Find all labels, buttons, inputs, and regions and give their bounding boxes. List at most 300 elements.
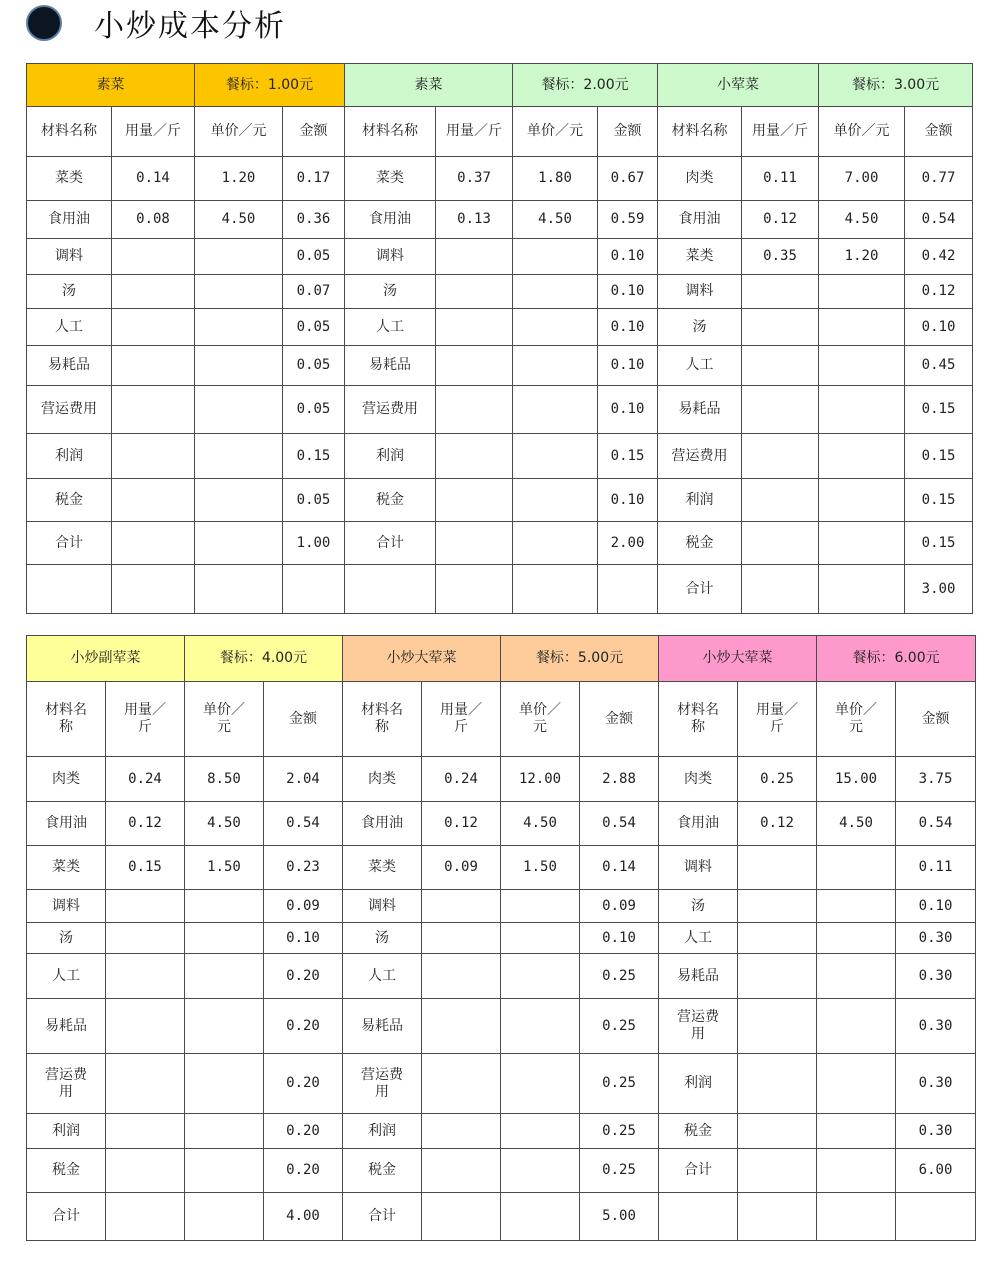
value-cell	[106, 1193, 185, 1241]
value-cell: 4.50	[817, 802, 896, 846]
value-cell	[738, 1114, 817, 1149]
column-header: 金额	[896, 682, 976, 757]
value-cell: 0.11	[896, 846, 976, 890]
item-name-cell: 人工	[658, 346, 742, 386]
item-name-cell: 菜类	[27, 846, 106, 890]
value-cell: 1.80	[513, 157, 598, 201]
value-cell	[112, 565, 195, 614]
item-name-cell: 调料	[343, 890, 422, 923]
value-cell	[436, 239, 513, 275]
value-cell: 0.10	[598, 386, 658, 434]
table-row	[27, 923, 976, 954]
value-cell	[742, 434, 819, 479]
value-cell	[195, 522, 283, 565]
cost-table-2	[26, 635, 976, 1241]
value-cell: 4.50	[501, 802, 580, 846]
item-name-cell: 利润	[343, 1114, 422, 1149]
item-name-cell: 合计	[345, 522, 436, 565]
column-header: 金额	[905, 107, 973, 157]
value-cell: 0.67	[598, 157, 658, 201]
column-header: 用量／斤	[738, 682, 817, 757]
item-name-cell	[27, 565, 112, 614]
value-cell	[112, 386, 195, 434]
value-cell	[742, 479, 819, 522]
value-cell: 0.10	[598, 275, 658, 309]
value-cell	[106, 923, 185, 954]
group-name: 小炒大荤菜	[659, 636, 817, 682]
value-cell	[738, 1149, 817, 1193]
value-cell	[436, 386, 513, 434]
bullet-icon	[26, 5, 62, 41]
value-cell: 0.20	[264, 954, 343, 999]
value-cell: 4.00	[264, 1193, 343, 1241]
value-cell	[112, 346, 195, 386]
value-cell	[738, 954, 817, 999]
value-cell: 0.09	[264, 890, 343, 923]
value-cell: 2.04	[264, 757, 343, 802]
value-cell: 12.00	[501, 757, 580, 802]
item-name-cell: 人工	[343, 954, 422, 999]
item-name-cell: 税金	[27, 1149, 106, 1193]
table-row	[27, 1149, 976, 1193]
value-cell: 0.05	[283, 346, 345, 386]
value-cell: 0.15	[905, 434, 973, 479]
value-cell	[185, 1114, 264, 1149]
item-name-cell: 营运费用	[27, 1054, 106, 1114]
value-cell	[501, 890, 580, 923]
table-row	[27, 522, 973, 565]
item-name-cell: 易耗品	[27, 346, 112, 386]
value-cell	[195, 275, 283, 309]
value-cell	[436, 434, 513, 479]
item-name-cell: 调料	[345, 239, 436, 275]
value-cell: 0.10	[896, 890, 976, 923]
value-cell	[742, 522, 819, 565]
value-cell	[817, 1054, 896, 1114]
value-cell	[513, 239, 598, 275]
column-header: 金额	[264, 682, 343, 757]
item-name-cell: 税金	[343, 1149, 422, 1193]
value-cell	[738, 890, 817, 923]
item-name-cell: 人工	[27, 954, 106, 999]
value-cell	[513, 275, 598, 309]
item-name-cell: 汤	[658, 309, 742, 346]
item-name-cell: 税金	[658, 522, 742, 565]
column-header: 单价／元	[185, 682, 264, 757]
value-cell: 0.14	[112, 157, 195, 201]
value-cell: 0.20	[264, 1114, 343, 1149]
table-row	[27, 479, 973, 522]
item-name-cell: 易耗品	[345, 346, 436, 386]
value-cell	[436, 346, 513, 386]
item-name-cell: 营运费用	[659, 999, 738, 1054]
table-row	[27, 386, 973, 434]
item-name-cell: 易耗品	[659, 954, 738, 999]
value-cell	[738, 1193, 817, 1241]
item-name-cell: 汤	[343, 923, 422, 954]
table-row	[27, 565, 973, 614]
value-cell: 0.09	[422, 846, 501, 890]
column-header: 金额	[580, 682, 659, 757]
value-cell: 0.35	[742, 239, 819, 275]
value-cell: 0.10	[598, 346, 658, 386]
value-cell: 0.59	[598, 201, 658, 239]
value-cell: 0.10	[580, 923, 659, 954]
item-name-cell: 合计	[659, 1149, 738, 1193]
value-cell	[112, 275, 195, 309]
value-cell: 3.00	[905, 565, 973, 614]
item-name-cell: 营运费用	[343, 1054, 422, 1114]
value-cell: 0.12	[738, 802, 817, 846]
value-cell	[195, 434, 283, 479]
page-title: 小炒成本分析	[94, 9, 286, 44]
column-header: 材料名称	[658, 107, 742, 157]
item-name-cell: 人工	[659, 923, 738, 954]
value-cell: 2.88	[580, 757, 659, 802]
value-cell	[185, 954, 264, 999]
table-row	[27, 999, 976, 1054]
value-cell	[185, 1149, 264, 1193]
value-cell: 0.24	[422, 757, 501, 802]
value-cell	[106, 890, 185, 923]
item-name-cell: 利润	[27, 1114, 106, 1149]
value-cell: 0.12	[106, 802, 185, 846]
value-cell: 1.50	[185, 846, 264, 890]
value-cell	[742, 309, 819, 346]
value-cell	[513, 386, 598, 434]
item-name-cell: 人工	[345, 309, 436, 346]
item-name-cell: 合计	[27, 1193, 106, 1241]
value-cell	[896, 1193, 976, 1241]
value-cell: 0.24	[106, 757, 185, 802]
value-cell	[106, 999, 185, 1054]
value-cell	[112, 522, 195, 565]
table-row	[27, 346, 973, 386]
item-name-cell: 利润	[345, 434, 436, 479]
value-cell: 0.14	[580, 846, 659, 890]
table-row	[27, 1193, 976, 1241]
table-row	[27, 434, 973, 479]
value-cell	[513, 309, 598, 346]
value-cell: 0.07	[283, 275, 345, 309]
table-row	[27, 846, 976, 890]
value-cell: 0.30	[896, 999, 976, 1054]
cost-table-1	[26, 63, 973, 614]
value-cell: 0.23	[264, 846, 343, 890]
item-name-cell: 易耗品	[343, 999, 422, 1054]
group-price: 餐标：6.00元	[817, 636, 976, 682]
value-cell	[195, 565, 283, 614]
value-cell	[422, 1114, 501, 1149]
item-name-cell: 汤	[659, 890, 738, 923]
value-cell	[436, 522, 513, 565]
value-cell: 0.25	[738, 757, 817, 802]
value-cell: 0.15	[905, 522, 973, 565]
value-cell	[501, 1054, 580, 1114]
table-row	[27, 1054, 976, 1114]
item-name-cell: 易耗品	[27, 999, 106, 1054]
value-cell: 0.15	[905, 386, 973, 434]
value-cell: 2.00	[598, 522, 658, 565]
table-row	[27, 757, 976, 802]
value-cell	[195, 386, 283, 434]
value-cell: 4.50	[819, 201, 905, 239]
item-name-cell: 食用油	[343, 802, 422, 846]
value-cell	[185, 999, 264, 1054]
item-name-cell: 菜类	[658, 239, 742, 275]
value-cell	[819, 479, 905, 522]
value-cell	[819, 346, 905, 386]
table-row	[27, 890, 976, 923]
value-cell: 0.10	[264, 923, 343, 954]
column-header: 材料名称	[343, 682, 422, 757]
value-cell: 0.12	[905, 275, 973, 309]
value-cell	[817, 923, 896, 954]
value-cell: 0.05	[283, 386, 345, 434]
value-cell: 0.11	[742, 157, 819, 201]
value-cell: 0.12	[742, 201, 819, 239]
value-cell	[195, 239, 283, 275]
item-name-cell: 菜类	[345, 157, 436, 201]
table-row	[27, 239, 973, 275]
item-name-cell: 肉类	[659, 757, 738, 802]
item-name-cell: 营运费用	[345, 386, 436, 434]
column-header: 单价／元	[513, 107, 598, 157]
group-name: 素菜	[345, 64, 513, 107]
value-cell: 3.75	[896, 757, 976, 802]
value-cell	[501, 1149, 580, 1193]
table-row	[27, 1114, 976, 1149]
value-cell	[106, 1114, 185, 1149]
value-cell	[195, 479, 283, 522]
column-header: 用量／斤	[436, 107, 513, 157]
value-cell: 0.15	[283, 434, 345, 479]
value-cell	[819, 522, 905, 565]
item-name-cell: 调料	[27, 890, 106, 923]
value-cell: 0.42	[905, 239, 973, 275]
value-cell: 0.20	[264, 999, 343, 1054]
value-cell	[422, 954, 501, 999]
column-header: 金额	[598, 107, 658, 157]
item-name-cell: 汤	[345, 275, 436, 309]
value-cell: 0.30	[896, 954, 976, 999]
table-row	[27, 954, 976, 999]
column-header: 金额	[283, 107, 345, 157]
value-cell: 0.08	[112, 201, 195, 239]
item-name-cell: 利润	[659, 1054, 738, 1114]
item-name-cell: 税金	[345, 479, 436, 522]
value-cell: 0.77	[905, 157, 973, 201]
value-cell: 1.20	[195, 157, 283, 201]
value-cell	[422, 999, 501, 1054]
item-name-cell: 肉类	[343, 757, 422, 802]
value-cell: 0.13	[436, 201, 513, 239]
value-cell: 4.50	[513, 201, 598, 239]
value-cell	[738, 923, 817, 954]
group-name: 素菜	[27, 64, 195, 107]
value-cell	[195, 309, 283, 346]
value-cell	[738, 846, 817, 890]
value-cell: 7.00	[819, 157, 905, 201]
item-name-cell: 调料	[658, 275, 742, 309]
item-name-cell: 营运费用	[658, 434, 742, 479]
value-cell: 0.37	[436, 157, 513, 201]
value-cell: 0.25	[580, 1054, 659, 1114]
value-cell	[283, 565, 345, 614]
value-cell: 1.50	[501, 846, 580, 890]
value-cell	[817, 890, 896, 923]
group-price: 餐标：2.00元	[513, 64, 658, 107]
value-cell: 0.25	[580, 999, 659, 1054]
value-cell	[513, 346, 598, 386]
value-cell: 0.10	[905, 309, 973, 346]
group-price: 餐标：5.00元	[501, 636, 659, 682]
group-price: 餐标：3.00元	[819, 64, 973, 107]
value-cell	[742, 565, 819, 614]
value-cell: 0.25	[580, 954, 659, 999]
value-cell	[501, 954, 580, 999]
value-cell	[513, 522, 598, 565]
value-cell	[106, 1149, 185, 1193]
column-header: 单价／元	[819, 107, 905, 157]
value-cell	[185, 1054, 264, 1114]
item-name-cell: 合计	[658, 565, 742, 614]
item-name-cell: 调料	[27, 239, 112, 275]
group-name: 小炒副荤菜	[27, 636, 185, 682]
value-cell: 0.30	[896, 923, 976, 954]
item-name-cell: 食用油	[27, 802, 106, 846]
value-cell	[195, 346, 283, 386]
item-name-cell: 肉类	[27, 757, 106, 802]
value-cell: 0.45	[905, 346, 973, 386]
value-cell: 0.05	[283, 239, 345, 275]
value-cell: 8.50	[185, 757, 264, 802]
value-cell	[112, 309, 195, 346]
value-cell	[112, 239, 195, 275]
item-name-cell	[345, 565, 436, 614]
group-name: 小荤菜	[658, 64, 819, 107]
value-cell	[106, 954, 185, 999]
value-cell: 0.15	[598, 434, 658, 479]
item-name-cell: 易耗品	[658, 386, 742, 434]
column-header: 单价／元	[195, 107, 283, 157]
page-header	[26, 0, 286, 46]
value-cell: 0.30	[896, 1054, 976, 1114]
item-name-cell: 肉类	[658, 157, 742, 201]
value-cell: 0.20	[264, 1054, 343, 1114]
value-cell: 0.36	[283, 201, 345, 239]
column-header: 材料名称	[345, 107, 436, 157]
value-cell: 0.10	[598, 239, 658, 275]
table-row	[27, 157, 973, 201]
value-cell	[436, 565, 513, 614]
value-cell	[819, 275, 905, 309]
table-row	[27, 309, 973, 346]
value-cell: 0.25	[580, 1114, 659, 1149]
value-cell: 0.54	[896, 802, 976, 846]
value-cell: 0.15	[106, 846, 185, 890]
value-cell	[422, 1054, 501, 1114]
value-cell	[742, 346, 819, 386]
value-cell	[112, 434, 195, 479]
value-cell: 0.30	[896, 1114, 976, 1149]
column-header: 材料名称	[27, 682, 106, 757]
value-cell: 0.54	[580, 802, 659, 846]
value-cell	[817, 1114, 896, 1149]
value-cell	[422, 1149, 501, 1193]
column-header: 材料名称	[659, 682, 738, 757]
value-cell: 4.50	[185, 802, 264, 846]
value-cell	[819, 309, 905, 346]
value-cell	[112, 479, 195, 522]
item-name-cell: 菜类	[343, 846, 422, 890]
item-name-cell: 利润	[27, 434, 112, 479]
item-name-cell	[659, 1193, 738, 1241]
value-cell: 0.15	[905, 479, 973, 522]
value-cell	[185, 923, 264, 954]
value-cell	[436, 309, 513, 346]
value-cell: 0.54	[905, 201, 973, 239]
value-cell	[513, 565, 598, 614]
group-name: 小炒大荤菜	[343, 636, 501, 682]
value-cell: 4.50	[195, 201, 283, 239]
value-cell	[436, 479, 513, 522]
value-cell	[501, 999, 580, 1054]
value-cell: 0.12	[422, 802, 501, 846]
value-cell	[817, 999, 896, 1054]
value-cell	[106, 1054, 185, 1114]
value-cell	[185, 890, 264, 923]
group-price: 餐标：4.00元	[185, 636, 343, 682]
table-row	[27, 201, 973, 239]
value-cell	[501, 1114, 580, 1149]
value-cell: 5.00	[580, 1193, 659, 1241]
value-cell: 0.09	[580, 890, 659, 923]
item-name-cell: 营运费用	[27, 386, 112, 434]
value-cell	[819, 386, 905, 434]
item-name-cell: 人工	[27, 309, 112, 346]
value-cell	[422, 890, 501, 923]
item-name-cell: 税金	[659, 1114, 738, 1149]
value-cell: 0.10	[598, 309, 658, 346]
value-cell	[513, 479, 598, 522]
value-cell: 1.20	[819, 239, 905, 275]
item-name-cell: 汤	[27, 923, 106, 954]
value-cell	[738, 1054, 817, 1114]
value-cell: 0.05	[283, 479, 345, 522]
value-cell: 0.20	[264, 1149, 343, 1193]
item-name-cell: 合计	[343, 1193, 422, 1241]
value-cell	[817, 1149, 896, 1193]
value-cell: 0.25	[580, 1149, 659, 1193]
value-cell	[817, 1193, 896, 1241]
value-cell	[817, 954, 896, 999]
item-name-cell: 食用油	[658, 201, 742, 239]
value-cell	[422, 923, 501, 954]
value-cell: 6.00	[896, 1149, 976, 1193]
value-cell: 15.00	[817, 757, 896, 802]
column-header: 材料名称	[27, 107, 112, 157]
table-row	[27, 275, 973, 309]
value-cell	[513, 434, 598, 479]
value-cell	[819, 565, 905, 614]
value-cell	[598, 565, 658, 614]
group-price: 餐标：1.00元	[195, 64, 345, 107]
column-header: 用量／斤	[742, 107, 819, 157]
value-cell	[742, 386, 819, 434]
value-cell	[817, 846, 896, 890]
column-header: 用量／斤	[422, 682, 501, 757]
